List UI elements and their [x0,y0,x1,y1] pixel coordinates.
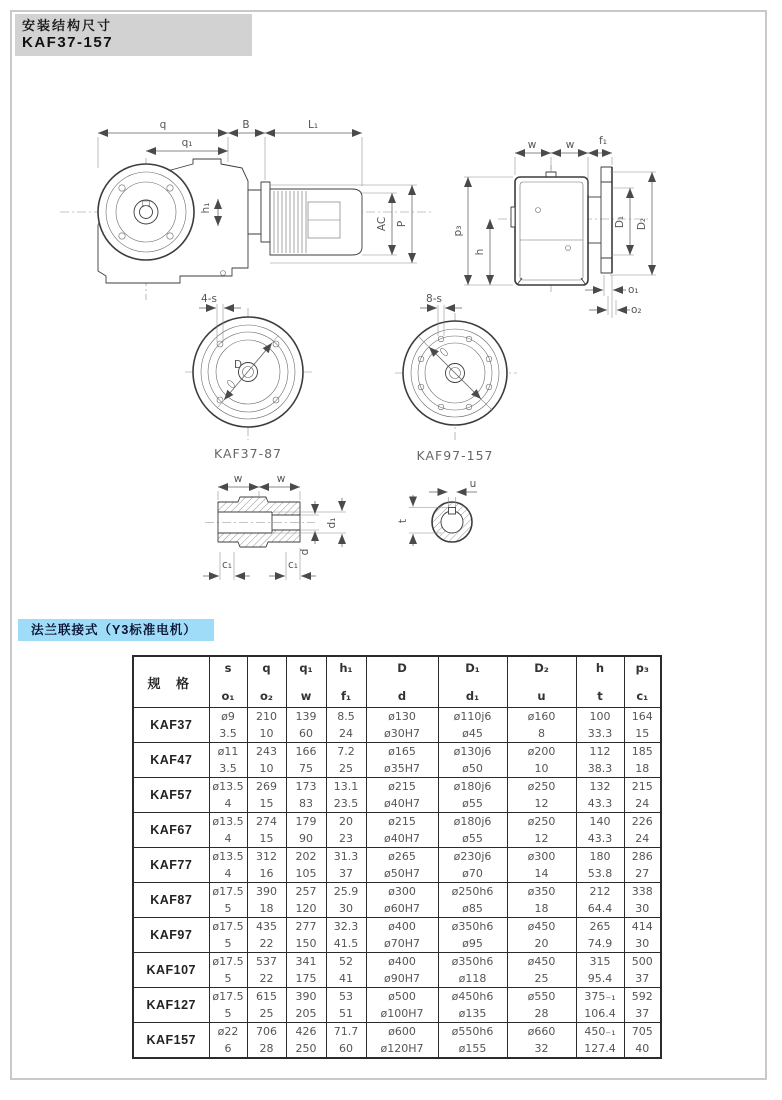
value-cell: 257 [286,883,326,901]
table-row [133,953,661,971]
value-cell: 5 [209,935,247,953]
value-cell: 31.3 [326,848,366,866]
column-header-5: D₁ d₁ [438,656,507,708]
model-cell: KAF57 [133,778,209,813]
value-cell: ø250h6 [438,883,507,901]
model-cell: KAF37 [133,708,209,743]
value-cell: ø300 [507,848,576,866]
value-cell: ø17.5 [209,918,247,936]
value-cell: 4 [209,830,247,848]
value-cell: 132 [576,778,624,796]
value-cell: 3.5 [209,725,247,743]
table-header-row [133,656,661,708]
value-cell: ø17.5 [209,953,247,971]
dim-label-L1: L₁ [307,119,319,131]
value-cell: 120 [286,900,326,918]
value-cell: 390 [247,883,286,901]
value-cell: 8.5 [326,708,366,726]
dim-label-D2: D₂ [636,217,648,231]
value-cell: 25.9 [326,883,366,901]
dim-label-q1: q₁ [181,137,193,149]
value-cell: 5 [209,900,247,918]
value-cell: 60 [326,1040,366,1058]
value-cell: 180 [576,848,624,866]
value-cell: 705 [624,1023,661,1041]
value-cell: ø350h6 [438,953,507,971]
shaft-end-view [397,478,477,546]
column-header-0: s o₁ [209,656,247,708]
value-cell: 37 [624,970,661,988]
value-cell: 127.4 [576,1040,624,1058]
value-cell: ø130j6 [438,743,507,761]
value-cell: ø50 [438,760,507,778]
value-cell: 4 [209,865,247,883]
value-cell: 112 [576,743,624,761]
value-cell: 435 [247,918,286,936]
dim-label-D1: D₁ [614,215,626,229]
column-header-6: D₂ u [507,656,576,708]
value-cell: ø450 [507,918,576,936]
model-range-title: KAF37-157 [22,34,114,51]
value-cell: ø35H7 [366,760,438,778]
value-cell: ø450h6 [438,988,507,1006]
value-cell: ø70 [438,865,507,883]
value-cell: ø160 [507,708,576,726]
value-cell: 37 [326,865,366,883]
value-cell: ø250 [507,778,576,796]
value-cell: 215 [624,778,661,796]
dim-label-p3: p₃ [452,225,464,237]
spec-table-body [133,708,661,1059]
value-cell: 592 [624,988,661,1006]
value-cell: 27 [624,865,661,883]
value-cell: ø95 [438,935,507,953]
value-cell: 269 [247,778,286,796]
dim-label-w-hub-left: w [233,473,243,485]
value-cell: 106.4 [576,1005,624,1023]
value-cell: 75 [286,760,326,778]
value-cell: ø660 [507,1023,576,1041]
value-cell: 341 [286,953,326,971]
column-header-7: h t [576,656,624,708]
value-cell: ø9 [209,708,247,726]
table-row [133,725,661,743]
value-cell: 23 [326,830,366,848]
table-row [133,813,661,831]
value-cell: 43.3 [576,830,624,848]
dim-label-o1: o₁ [628,284,639,296]
value-cell: ø200 [507,743,576,761]
value-cell: 277 [286,918,326,936]
value-cell: 90 [286,830,326,848]
spec-header-cell: 规 格 [133,656,209,708]
hollow-shaft-section [203,473,346,580]
value-cell: ø165 [366,743,438,761]
value-cell: 64.4 [576,900,624,918]
value-cell: 15 [624,725,661,743]
callout-8s: 8-s [426,293,442,305]
dim-label-D-small: D [233,359,243,371]
table-row [133,848,661,866]
value-cell: 74.9 [576,935,624,953]
value-cell: 274 [247,813,286,831]
value-cell: 226 [624,813,661,831]
table-row [133,778,661,796]
value-cell: 7.2 [326,743,366,761]
value-cell: ø13.5 [209,813,247,831]
value-cell: 43.3 [576,795,624,813]
side-view-drawing [60,119,432,300]
value-cell: 13.1 [326,778,366,796]
value-cell: 338 [624,883,661,901]
model-cell: KAF127 [133,988,209,1023]
table-row [133,1005,661,1023]
value-cell: 100 [576,708,624,726]
value-cell: 95.4 [576,970,624,988]
value-cell: 10 [247,760,286,778]
value-cell: 30 [624,935,661,953]
value-cell: 12 [507,830,576,848]
value-cell: ø17.5 [209,988,247,1006]
dim-label-w-left: w [527,139,537,151]
model-cell: KAF97 [133,918,209,953]
value-cell: 83 [286,795,326,813]
value-cell: 10 [507,760,576,778]
value-cell: 16 [247,865,286,883]
value-cell: ø265 [366,848,438,866]
value-cell: ø250 [507,813,576,831]
value-cell: ø180j6 [438,778,507,796]
value-cell: 41 [326,970,366,988]
rear-view-drawing [452,135,656,318]
value-cell: 212 [576,883,624,901]
value-cell: 315 [576,953,624,971]
value-cell: 150 [286,935,326,953]
dim-label-f1: f₁ [599,135,607,147]
value-cell: 18 [507,900,576,918]
value-cell: 12 [507,795,576,813]
column-header-8: p₃ c₁ [624,656,661,708]
value-cell: 33.3 [576,725,624,743]
value-cell: ø11 [209,743,247,761]
table-row [133,883,661,901]
dim-label-d: d [299,548,311,556]
value-cell: ø85 [438,900,507,918]
value-cell: 250 [286,1040,326,1058]
model-cell: KAF107 [133,953,209,988]
value-cell: 32.3 [326,918,366,936]
value-cell: 20 [507,935,576,953]
table-row [133,795,661,813]
value-cell: 537 [247,953,286,971]
value-cell: 202 [286,848,326,866]
value-cell: 5 [209,970,247,988]
value-cell: 164 [624,708,661,726]
value-cell: ø13.5 [209,778,247,796]
value-cell: 24 [326,725,366,743]
table-row [133,708,661,726]
value-cell: 40 [624,1040,661,1058]
model-cell: KAF77 [133,848,209,883]
table-row [133,935,661,953]
value-cell: 179 [286,813,326,831]
value-cell: ø40H7 [366,795,438,813]
value-cell: ø350 [507,883,576,901]
column-header-2: q₁ w [286,656,326,708]
value-cell: 52 [326,953,366,971]
value-cell: 5 [209,1005,247,1023]
value-cell: ø60H7 [366,900,438,918]
value-cell: ø155 [438,1040,507,1058]
value-cell: ø90H7 [366,970,438,988]
value-cell: ø500 [366,988,438,1006]
model-cell: KAF157 [133,1023,209,1059]
value-cell: 30 [624,900,661,918]
dim-label-h: h [474,248,486,256]
table-row [133,743,661,761]
value-cell: 53.8 [576,865,624,883]
caption-kaf37-87: KAF37-87 [213,446,283,461]
table-row [133,900,661,918]
dimension-table [132,655,662,1059]
table-row [133,970,661,988]
value-cell: ø600 [366,1023,438,1041]
value-cell: 375₋₁ [576,988,624,1006]
value-cell: 4 [209,795,247,813]
value-cell: 23.5 [326,795,366,813]
value-cell: 24 [624,795,661,813]
value-cell: ø17.5 [209,883,247,901]
value-cell: ø50H7 [366,865,438,883]
value-cell: 173 [286,778,326,796]
value-cell: ø350h6 [438,918,507,936]
dim-label-c1-left: c₁ [222,559,232,571]
column-header-4: D d [366,656,438,708]
value-cell: ø400 [366,953,438,971]
value-cell: 25 [507,970,576,988]
flange-view-large [395,293,517,463]
value-cell: ø110j6 [438,708,507,726]
value-cell: 28 [507,1005,576,1023]
model-cell: KAF47 [133,743,209,778]
value-cell: ø30H7 [366,725,438,743]
value-cell: ø215 [366,813,438,831]
value-cell: ø100H7 [366,1005,438,1023]
model-cell: KAF67 [133,813,209,848]
value-cell: 25 [326,760,366,778]
dim-label-w-right: w [565,139,575,151]
dim-label-w-hub-right: w [276,473,286,485]
value-cell: 60 [286,725,326,743]
value-cell: 205 [286,1005,326,1023]
value-cell: 426 [286,1023,326,1041]
dim-label-d1: d₁ [326,517,338,529]
table-row [133,1023,661,1041]
dim-label-P: P [396,220,408,228]
value-cell: 22 [247,970,286,988]
value-cell: 25 [247,1005,286,1023]
value-cell: 71.7 [326,1023,366,1041]
value-cell: ø230j6 [438,848,507,866]
value-cell: 450₋₁ [576,1023,624,1041]
dim-label-h1: h₁ [200,202,212,214]
value-cell: ø450 [507,953,576,971]
value-cell: 28 [247,1040,286,1058]
value-cell: ø118 [438,970,507,988]
column-header-3: h₁ f₁ [326,656,366,708]
flange-view-small [185,293,312,461]
value-cell: 139 [286,708,326,726]
value-cell: ø55 [438,830,507,848]
value-cell: 18 [247,900,286,918]
table-row [133,865,661,883]
value-cell: 22 [247,935,286,953]
value-cell: 20 [326,813,366,831]
model-cell: KAF87 [133,883,209,918]
value-cell: 38.3 [576,760,624,778]
value-cell: 15 [247,830,286,848]
section-banner: 法兰联接式（Y3标准电机） [18,619,214,641]
value-cell: 185 [624,743,661,761]
value-cell: 286 [624,848,661,866]
value-cell: 105 [286,865,326,883]
table-row [133,918,661,936]
value-cell: 41.5 [326,935,366,953]
value-cell: 175 [286,970,326,988]
value-cell: ø120H7 [366,1040,438,1058]
value-cell: 37 [624,1005,661,1023]
value-cell: ø300 [366,883,438,901]
column-header-1: q o₂ [247,656,286,708]
dim-label-o2: o₂ [631,304,642,316]
dim-label-c1-right: c₁ [288,559,298,571]
value-cell: 3.5 [209,760,247,778]
value-cell: ø130 [366,708,438,726]
value-cell: 8 [507,725,576,743]
value-cell: 10 [247,725,286,743]
value-cell: 615 [247,988,286,1006]
value-cell: ø135 [438,1005,507,1023]
value-cell: ø40H7 [366,830,438,848]
value-cell: 265 [576,918,624,936]
table-row [133,830,661,848]
value-cell: 390 [286,988,326,1006]
value-cell: 51 [326,1005,366,1023]
table-row [133,760,661,778]
dim-label-u: u [469,478,477,490]
table-row [133,988,661,1006]
value-cell: 15 [247,795,286,813]
value-cell: ø550h6 [438,1023,507,1041]
value-cell: 500 [624,953,661,971]
dim-label-q: q [159,119,167,131]
value-cell: ø400 [366,918,438,936]
value-cell: 14 [507,865,576,883]
value-cell: 53 [326,988,366,1006]
caption-kaf97-157: KAF97-157 [416,448,494,463]
value-cell: ø550 [507,988,576,1006]
page-title: 安装结构尺寸 [22,18,113,33]
value-cell: ø45 [438,725,507,743]
value-cell: 24 [624,830,661,848]
value-cell: 210 [247,708,286,726]
value-cell: 312 [247,848,286,866]
value-cell: 30 [326,900,366,918]
value-cell: 18 [624,760,661,778]
value-cell: ø55 [438,795,507,813]
value-cell: ø13.5 [209,848,247,866]
value-cell: 243 [247,743,286,761]
dim-label-t: t [397,518,409,524]
value-cell: ø22 [209,1023,247,1041]
table-row [133,1040,661,1058]
value-cell: 166 [286,743,326,761]
value-cell: ø180j6 [438,813,507,831]
value-cell: 140 [576,813,624,831]
value-cell: 706 [247,1023,286,1041]
value-cell: ø215 [366,778,438,796]
value-cell: 414 [624,918,661,936]
callout-4s: 4-s [201,293,217,305]
value-cell: 6 [209,1040,247,1058]
value-cell: 32 [507,1040,576,1058]
dim-label-AC: AC [376,216,388,232]
value-cell: ø70H7 [366,935,438,953]
dim-label-B: B [242,119,250,131]
